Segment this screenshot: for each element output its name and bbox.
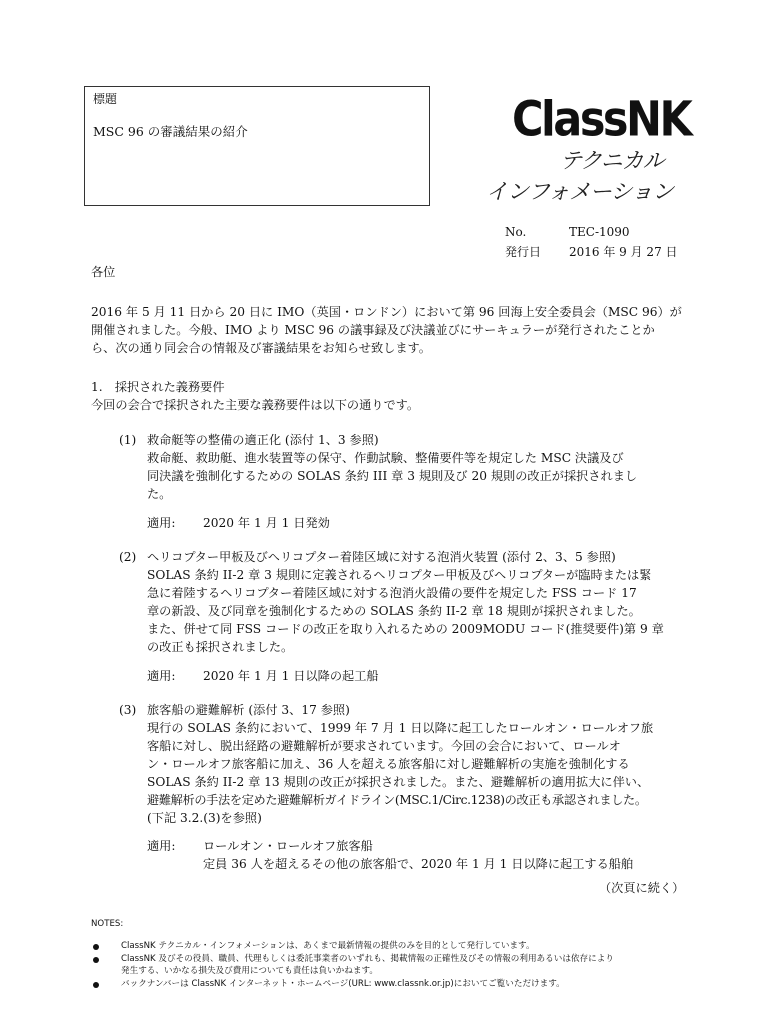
- logo-subtitle-information: インフォメーション: [486, 180, 674, 205]
- item-number: (2): [119, 550, 137, 564]
- body-line: (下記 3.2.(3)を参照): [147, 811, 262, 825]
- issue-date-value: 2016 年 9 月 27 日: [569, 245, 678, 259]
- item-body: [147, 719, 653, 827]
- intro-line: 2016 年 5 月 11 日から 20 日に IMO（英国・ロンドン）において第 96 回海上安全委員会（MSC 96）が: [91, 305, 682, 319]
- body-line: SOLAS 条約 II-2 章 13 規則の改正が採択されました。また、避難解析の適用拡大に伴い、: [147, 775, 650, 789]
- note-item: バックナンバーは ClassNK インターネット・ホームページ(URL: www.classnk.or.jp)においてご覧いただけます。: [121, 979, 565, 989]
- doc-number-label: No.: [505, 225, 527, 239]
- item-body: [147, 449, 637, 503]
- apply-value: ロールオン・ロールオフ旅客船: [203, 839, 373, 853]
- intro-line: 開催されました。今般、IMO より MSC 96 の議事録及び決議並びにサーキュラーが発行されたことか: [91, 323, 655, 337]
- apply-value: 2020 年 1 月 1 日以降の起工船: [203, 669, 379, 683]
- issue-date-label: 発行日: [505, 245, 542, 259]
- logo-subtitle-technical: テクニカル: [560, 149, 664, 174]
- body-line: SOLAS 条約 II-2 章 3 規則に定義されるヘリコプター甲板及びヘリコプターが臨時または緊: [147, 568, 652, 582]
- intro-paragraph: [91, 303, 682, 357]
- body-line: また、併せて同 FSS コードの改正を取り入れるための 2009MODU コード(推奨要件)第 9 章: [147, 622, 664, 636]
- apply-label: 適用:: [147, 839, 176, 853]
- title-box: [84, 86, 430, 206]
- doc-number-value: TEC-1090: [569, 225, 630, 239]
- note-item: ClassNK テクニカル・インフォメーションは、あくまで最新情報の提供のみを目的として発行しています。: [121, 941, 535, 951]
- item-number: (3): [119, 703, 137, 717]
- intro-line: ら、次の通り同会合の情報及び審議結果をお知らせ致します。: [91, 341, 431, 355]
- body-line: ン・ロールオフ旅客船に加え、36 人を超える旅客船に対し避難解析の実施を強制化する: [147, 757, 630, 771]
- note-item: ClassNK 及びその役員、職員、代理もしくは委託事業者のいずれも、掲載情報の正確性及びその情報の利用あるいは依存により: [121, 954, 614, 964]
- bullet-icon: [93, 982, 99, 988]
- apply-value: 2020 年 1 月 1 日発効: [203, 516, 330, 530]
- item-title: ヘリコプター甲板及びヘリコプター着陸区域に対する泡消火装置 (添付 2、3、5 参照): [147, 550, 616, 564]
- body-line: た。: [147, 487, 172, 501]
- bullet-icon: [93, 957, 99, 963]
- document-title: MSC 96 の審議結果の紹介: [93, 124, 248, 139]
- body-line: 救命艇、救助艇、進水装置等の保守、作動試験、整備要件等を規定した MSC 決議及び: [147, 451, 624, 465]
- apply-label: 適用:: [147, 669, 176, 683]
- classnk-logo: ClassNK: [512, 92, 691, 148]
- section-heading: 1. 採択された義務要件: [91, 380, 225, 394]
- notes-label: NOTES:: [91, 919, 124, 929]
- body-line: 客船に対し、脱出経路の避難解析が要求されています。今回の会合において、ロールオ: [147, 739, 621, 753]
- section-lead: 今回の会合で採択された主要な義務要件は以下の通りです。: [91, 398, 420, 412]
- body-line: 現行の SOLAS 条約において、1999 年 7 月 1 日以降に起工したロールオン・ロールオフ旅: [147, 721, 654, 735]
- body-line: 章の新設、及び同章を強制化するための SOLAS 条約 II-2 章 18 規則が採択されました。: [147, 604, 641, 618]
- body-line: 避難解析の手法を定めた避難解析ガイドライン(MSC.1/Circ.1238)の改正も承認されました。: [147, 793, 647, 807]
- body-line: 同決議を強制化するための SOLAS 条約 III 章 3 規則及び 20 規則の改正が採択されまし: [147, 469, 638, 483]
- salutation: 各位: [91, 265, 116, 279]
- apply-value: 定員 36 人を超えるその他の旅客船で、2020 年 1 月 1 日以降に起工する船舶: [203, 857, 634, 871]
- title-label: 標題: [93, 92, 118, 106]
- item-title: 救命艇等の整備の適正化 (添付 1、3 参照): [147, 433, 379, 447]
- body-line: の改正も採択されました。: [147, 640, 294, 654]
- apply-label: 適用:: [147, 516, 176, 530]
- item-body: [147, 566, 664, 656]
- note-item-continuation: 発生する、いかなる損失及び費用についても責任は負いかねます。: [121, 966, 378, 976]
- continued-note: （次頁に続く）: [599, 881, 685, 895]
- bullet-icon: [93, 944, 99, 950]
- item-title: 旅客船の避難解析 (添付 3、17 参照): [147, 703, 350, 717]
- item-number: (1): [119, 433, 137, 447]
- body-line: 急に着陸するヘリコプター着陸区域に対する泡消火設備の要件を規定した FSS コード 17: [147, 586, 637, 600]
